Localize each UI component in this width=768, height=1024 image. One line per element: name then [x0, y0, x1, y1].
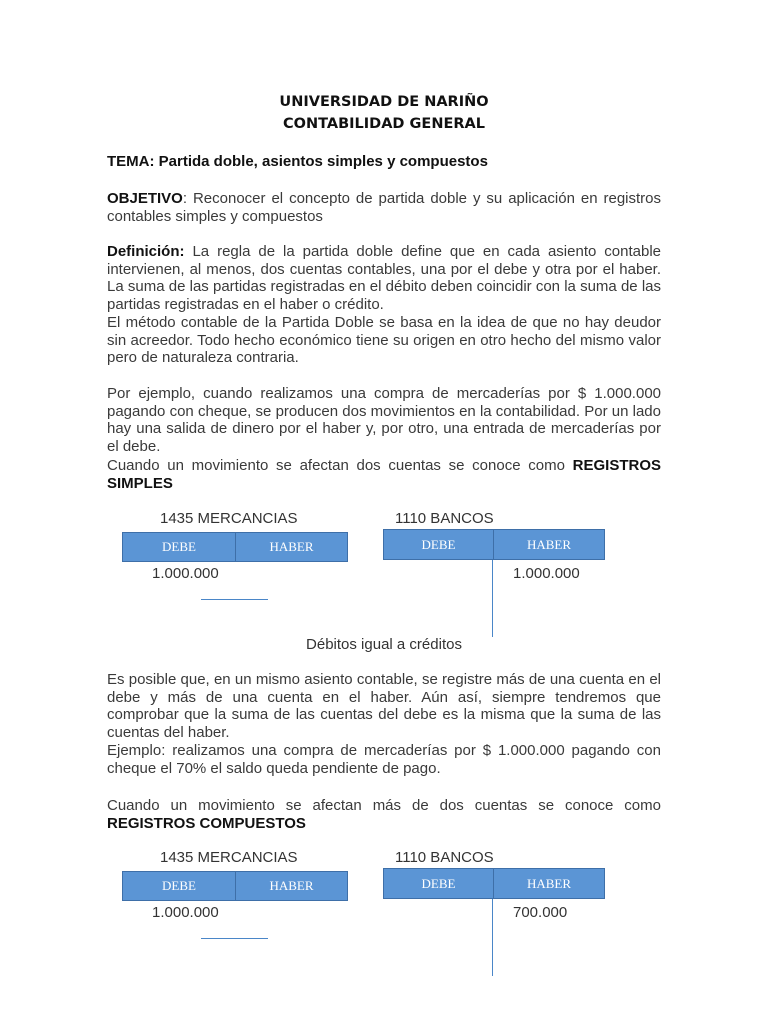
objective-text: : Reconocer el concepto de partida doble y su aplicación en registros contables simples y compuestos — [107, 190, 661, 225]
definition-paragraph-2: El método contable de la Partida Doble se basa en la idea de que no hay deudor sin acreedor. Todo hecho económico tiene su origen en otro hecho del mismo valor pero de naturaleza contraria. — [107, 314, 661, 367]
simple-records-term: REGISTROS SIMPLES — [107, 457, 661, 492]
definition-paragraph — [107, 243, 661, 313]
compound-left-total-line — [201, 938, 268, 939]
compound-records-paragraph — [107, 797, 661, 832]
definition-text: La regla de la partida doble define que en cada asiento contable intervienen, al menos, dos cuentas contables, una por el debe y otra por el haber. La suma de las partidas registradas en el débito deben coincidir con la suma de las partidas registradas en el haber o crédito. — [107, 243, 661, 313]
simple-left-total-line — [201, 599, 268, 600]
objective-label: OBJETIVO — [107, 190, 183, 207]
compound-right-t-line — [492, 899, 493, 976]
compound-left-debe-box: DEBE — [122, 871, 236, 901]
compound-left-haber-box: HABER — [235, 871, 348, 901]
university-title: UNIVERSIDAD DE NARIÑO — [279, 94, 489, 110]
topic-heading: TEMA: Partida doble, asientos simples y compuestos — [107, 153, 488, 170]
simple-left-amount: 1.000.000 — [152, 565, 219, 582]
course-title: CONTABILIDAD GENERAL — [283, 116, 485, 132]
compound-right-haber-box: HABER — [493, 868, 605, 899]
definition-label: Definición: — [107, 243, 185, 260]
simple-left-haber-box: HABER — [235, 532, 348, 562]
debits-equal-credits-note: Débitos igual a créditos — [306, 636, 462, 653]
compound-right-account-label: 1110 BANCOS — [395, 849, 494, 866]
simple-records-text: Cuando un movimiento se afectan dos cuentas se conoce como — [107, 457, 573, 474]
compound-right-amount: 700.000 — [513, 904, 568, 921]
compound-right-debe-box: DEBE — [383, 868, 494, 899]
simple-left-account-label: 1435 MERCANCIAS — [160, 510, 298, 527]
simple-records-paragraph — [107, 457, 661, 492]
compound-left-amount: 1.000.000 — [152, 904, 219, 921]
compound-intro-paragraph: Es posible que, en un mismo asiento contable, se registre más de una cuenta en el debe y más de una cuenta en el haber. Aún así, siempre tendremos que comprobar que la suma de las cuentas del debe es la misma que la suma de las cuentas del haber. — [107, 671, 661, 741]
compound-records-term: REGISTROS COMPUESTOS — [107, 814, 306, 832]
compound-left-account-label: 1435 MERCANCIAS — [160, 849, 298, 866]
compound-records-text: Cuando un movimiento se afectan más de dos cuentas se conoce como — [107, 797, 661, 814]
simple-right-t-line — [492, 560, 493, 637]
simple-right-amount: 1.000.000 — [513, 565, 580, 582]
objective-paragraph — [107, 190, 661, 225]
simple-right-debe-box: DEBE — [383, 529, 494, 560]
compound-example-paragraph: Ejemplo: realizamos una compra de mercaderías por $ 1.000.000 pagando con cheque el 70% el saldo queda pendiente de pago. — [107, 742, 661, 777]
simple-right-account-label: 1110 BANCOS — [395, 510, 494, 527]
simple-right-haber-box: HABER — [493, 529, 605, 560]
simple-left-debe-box: DEBE — [122, 532, 236, 562]
example-paragraph: Por ejemplo, cuando realizamos una compra de mercaderías por $ 1.000.000 pagando con cheque, se producen dos movimientos en la contabilidad. Por un lado hay una salida de dinero por el haber y, por otro, una entrada de mercaderías por el debe. — [107, 385, 661, 455]
